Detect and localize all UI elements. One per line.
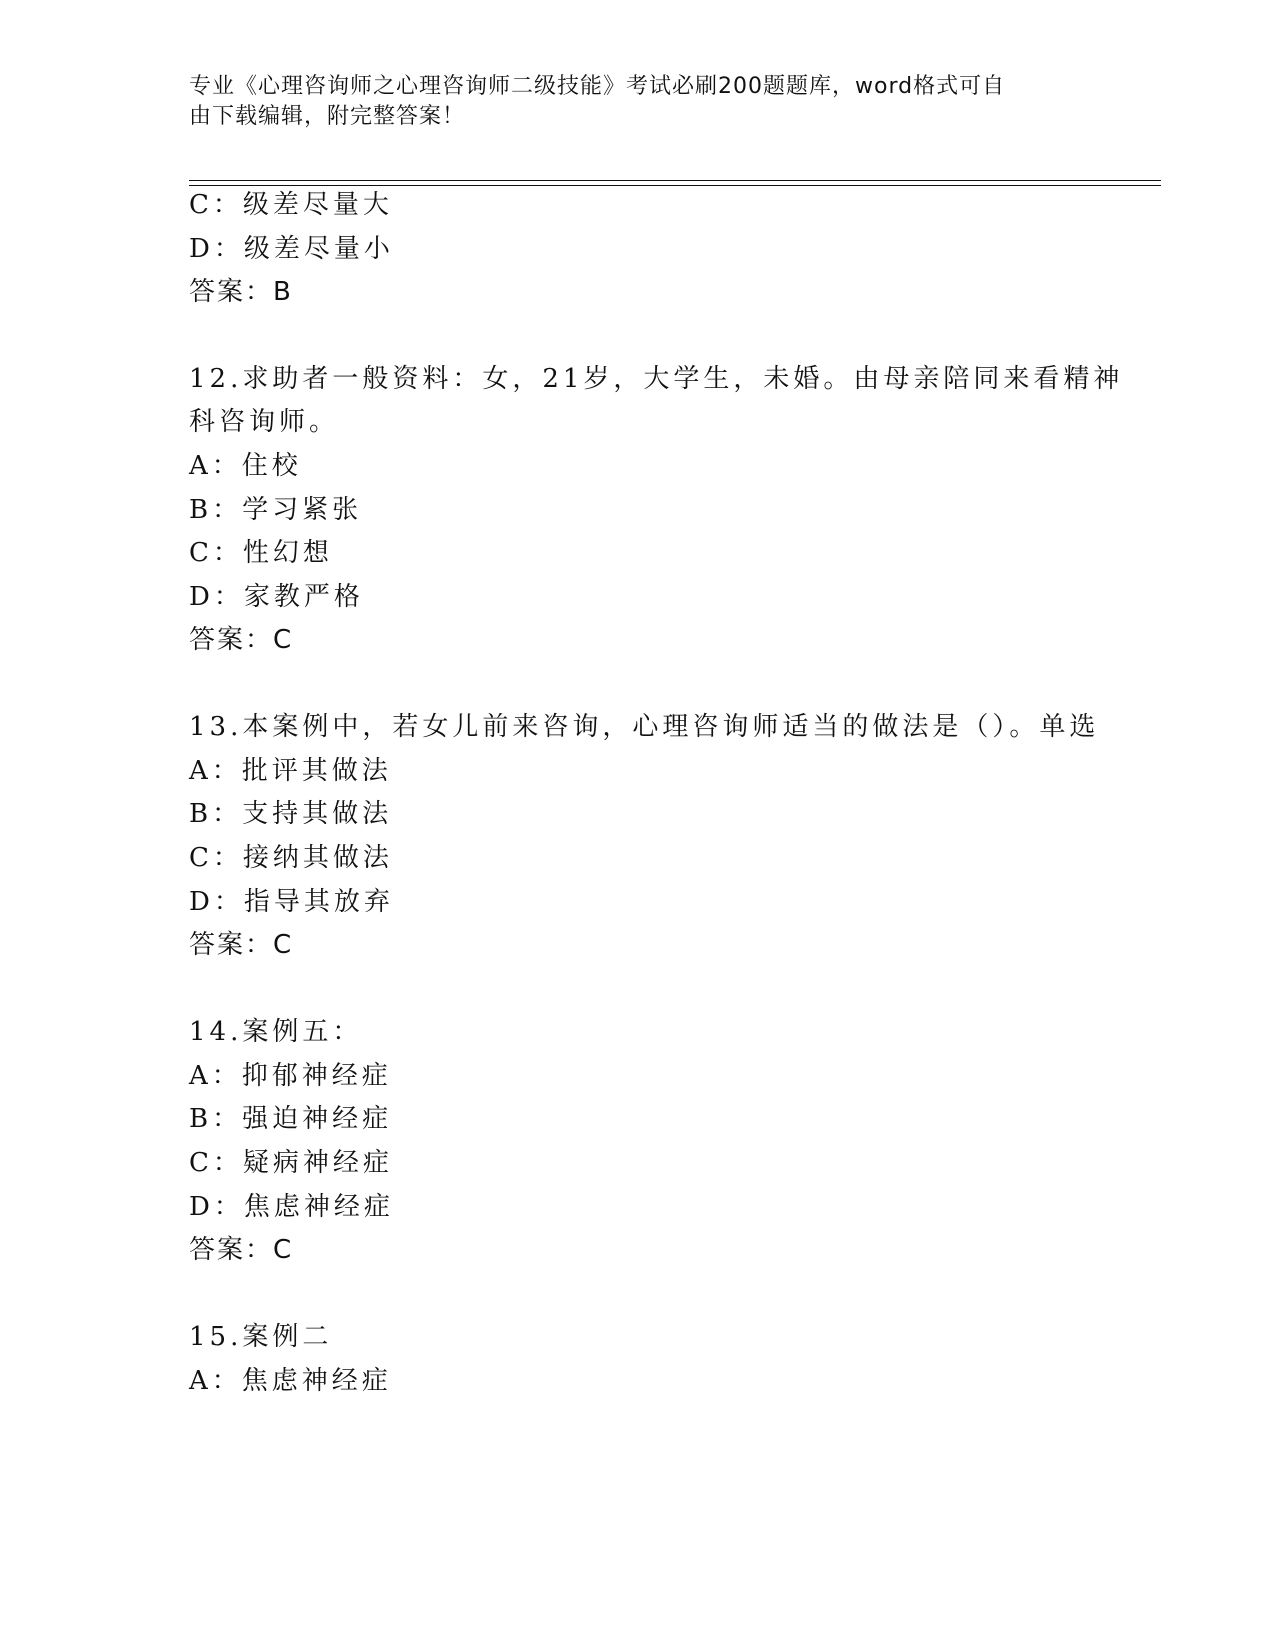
question-13-stem: 13.本案例中，若女儿前来咨询，心理咨询师适当的做法是（）。单选	[189, 712, 1100, 742]
question-12-option-a: A：住校	[189, 451, 302, 481]
question-13-answer: 答案：C	[189, 930, 294, 960]
header-divider-top	[189, 180, 1161, 181]
question-12-stem-line-1: 12.求助者一般资料：女，21岁，大学生，未婚。由母亲陪同来看精神	[189, 364, 1124, 394]
question-15-option-a: A：焦虑神经症	[189, 1366, 392, 1396]
answer: 答案：B	[189, 277, 293, 307]
question-12-stem-line-2: 科咨询师。	[189, 407, 340, 437]
question-14-option-a: A：抑郁神经症	[189, 1061, 392, 1091]
header-line-2: 由下载编辑，附完整答案！	[189, 104, 466, 129]
header-line-1: 专业《心理咨询师之心理咨询师二级技能》考试必刷200题题库，word格式可自	[189, 74, 1006, 99]
document-header	[189, 72, 1089, 132]
question-14-option-c: C：疑病神经症	[189, 1148, 393, 1178]
option-c: C：级差尽量大	[189, 190, 393, 220]
header-divider-bottom	[189, 185, 1161, 186]
question-12-option-d: D：家教严格	[189, 582, 364, 612]
question-14-answer: 答案：C	[189, 1235, 294, 1265]
question-13-option-b: B：支持其做法	[189, 799, 393, 829]
question-12-answer: 答案：C	[189, 625, 294, 655]
question-15-stem: 15.案例二	[189, 1322, 333, 1352]
question-12-option-c: C：性幻想	[189, 538, 333, 568]
question-13-option-c: C：接纳其做法	[189, 843, 393, 873]
question-13-option-d: D：指导其放弃	[189, 887, 394, 917]
question-14-option-b: B：强迫神经症	[189, 1104, 393, 1134]
question-12-option-b: B：学习紧张	[189, 495, 363, 525]
question-13-option-a: A：批评其做法	[189, 756, 392, 786]
option-d: D：级差尽量小	[189, 234, 394, 264]
question-14-option-d: D：焦虑神经症	[189, 1192, 394, 1222]
question-14-stem: 14.案例五：	[189, 1017, 363, 1047]
